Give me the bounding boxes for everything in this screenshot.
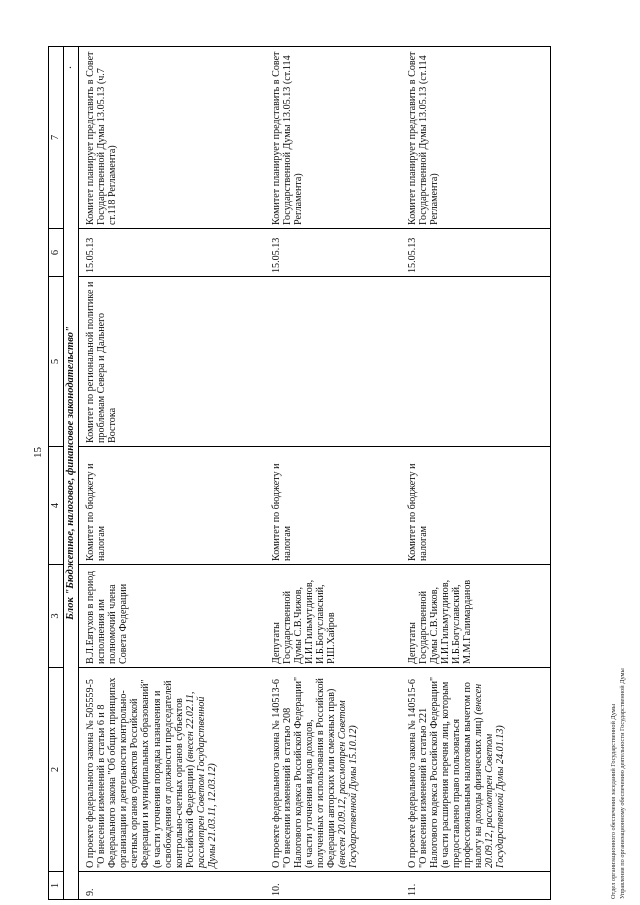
committee-cell: Комитет по бюджету и налогам <box>79 447 265 565</box>
col-header: 5 <box>49 277 64 447</box>
plan-cell: Комитет планирует представить в Совет Государственной Думы 13.05.13 (ст.114 Регламента) <box>265 47 401 229</box>
bill-note: (внесен 22.02.11, рассмотрен Советом Государственной Думы 21.03.11, 12.03.12) <box>184 691 219 868</box>
plan-cell: Комитет планирует представить в Совет Государственной Думы 13.05.13 (ч.7 ст.118 Регламента) <box>79 47 265 229</box>
agenda-table <box>48 46 551 900</box>
committee-cell: Комитет по бюджету и налогам <box>401 447 551 565</box>
col-header: 1 <box>49 872 64 900</box>
bill-text: О проекте федерального закона № 505559-5 "О внесении изменений в статьи 6 и 8 Федерального закона "Об общих принципах организации и деятельности контрольно-счетных органов субъектов Российской Федерации и муниципальных образований" (в части уточнения порядка назначения и освобождения от должности председателей контрольно-счетных органов субъектов Российской Федерации) <box>85 677 196 868</box>
bill-note: (внесен 20.09.12, рассмотрен Советом Государственной Думы 24.01.13) <box>473 683 507 868</box>
bill-text: О проекте федерального закона № 140515-6 "О внесении изменений в статью 221 Налогового кодекса Российской Федерации" (в части расширения перечня лиц, которым предоставлено право пользоваться профессиональным налоговым вычетом по налогу на доходы физических лиц) <box>406 676 485 868</box>
header-row <box>49 47 64 900</box>
col-header: 4 <box>49 447 64 565</box>
bill-cell <box>401 668 551 872</box>
stray-mark: . <box>60 66 74 69</box>
bill-cell <box>79 668 265 872</box>
table-row <box>265 47 401 900</box>
row-number: 11. <box>401 872 551 900</box>
row-number: 9. <box>79 872 265 900</box>
page-number: 15 <box>32 447 44 458</box>
table-row <box>401 47 551 900</box>
author-cell: В.Л.Евтухов в период исполнения им полномочий члена Совета Федерации <box>79 565 265 668</box>
col-header: 6 <box>49 229 64 277</box>
date-cell: 15.05.13 <box>265 229 401 277</box>
co-committee-cell <box>401 277 551 447</box>
footer-line: Отдел организационного обеспечения заседаний Государственной Думы <box>610 704 617 899</box>
bill-text: О проекте федерального закона № 140513-6 "О внесении изменений в статью 208 Налогового кодекса Российской Федерации" (в части уточнения видов доходов, полученных от использования в Российской Федерации авторских или смежных прав) <box>270 676 337 868</box>
block-row <box>64 47 79 900</box>
date-cell: 15.05.13 <box>401 229 551 277</box>
committee-cell: Комитет по бюджету и налогам <box>265 447 401 565</box>
co-committee-cell: Комитет по региональной политике и проблемам Севера и Дальнего Востока <box>79 277 265 447</box>
col-header: 7 <box>49 47 64 229</box>
co-committee-cell <box>265 277 401 447</box>
bill-cell <box>265 668 401 872</box>
table-row <box>79 47 265 900</box>
row-number: 10. <box>265 872 401 900</box>
col-header: 3 <box>49 565 64 668</box>
col-header: 2 <box>49 668 64 872</box>
date-cell: 15.05.13 <box>79 229 265 277</box>
footer-line: Управления по организационному обеспечению деятельности Государственной Думы <box>619 668 626 899</box>
bill-note: (внесен 20.09.12, рассмотрен Советом Государственной Думы 15.10.12) <box>337 700 360 868</box>
author-cell: Депутаты Государственной Думы С.В.Чижов, И.И.Гильмутдинов, И.Б.Богуславский, Р.Ш.Хайров <box>265 565 401 668</box>
plan-cell: Комитет планирует представить в Совет Государственной Думы 13.05.13 (ст.114 Регламента) <box>401 47 551 229</box>
block-title: Блок "Бюджетное, налоговое, финансовое законодательство" <box>64 47 79 900</box>
author-cell: Депутаты Государственной Думы С.В.Чижов, И.И.Гильмутдинов, И.Б.Богуславский, М.М.Галимарданов <box>401 565 551 668</box>
